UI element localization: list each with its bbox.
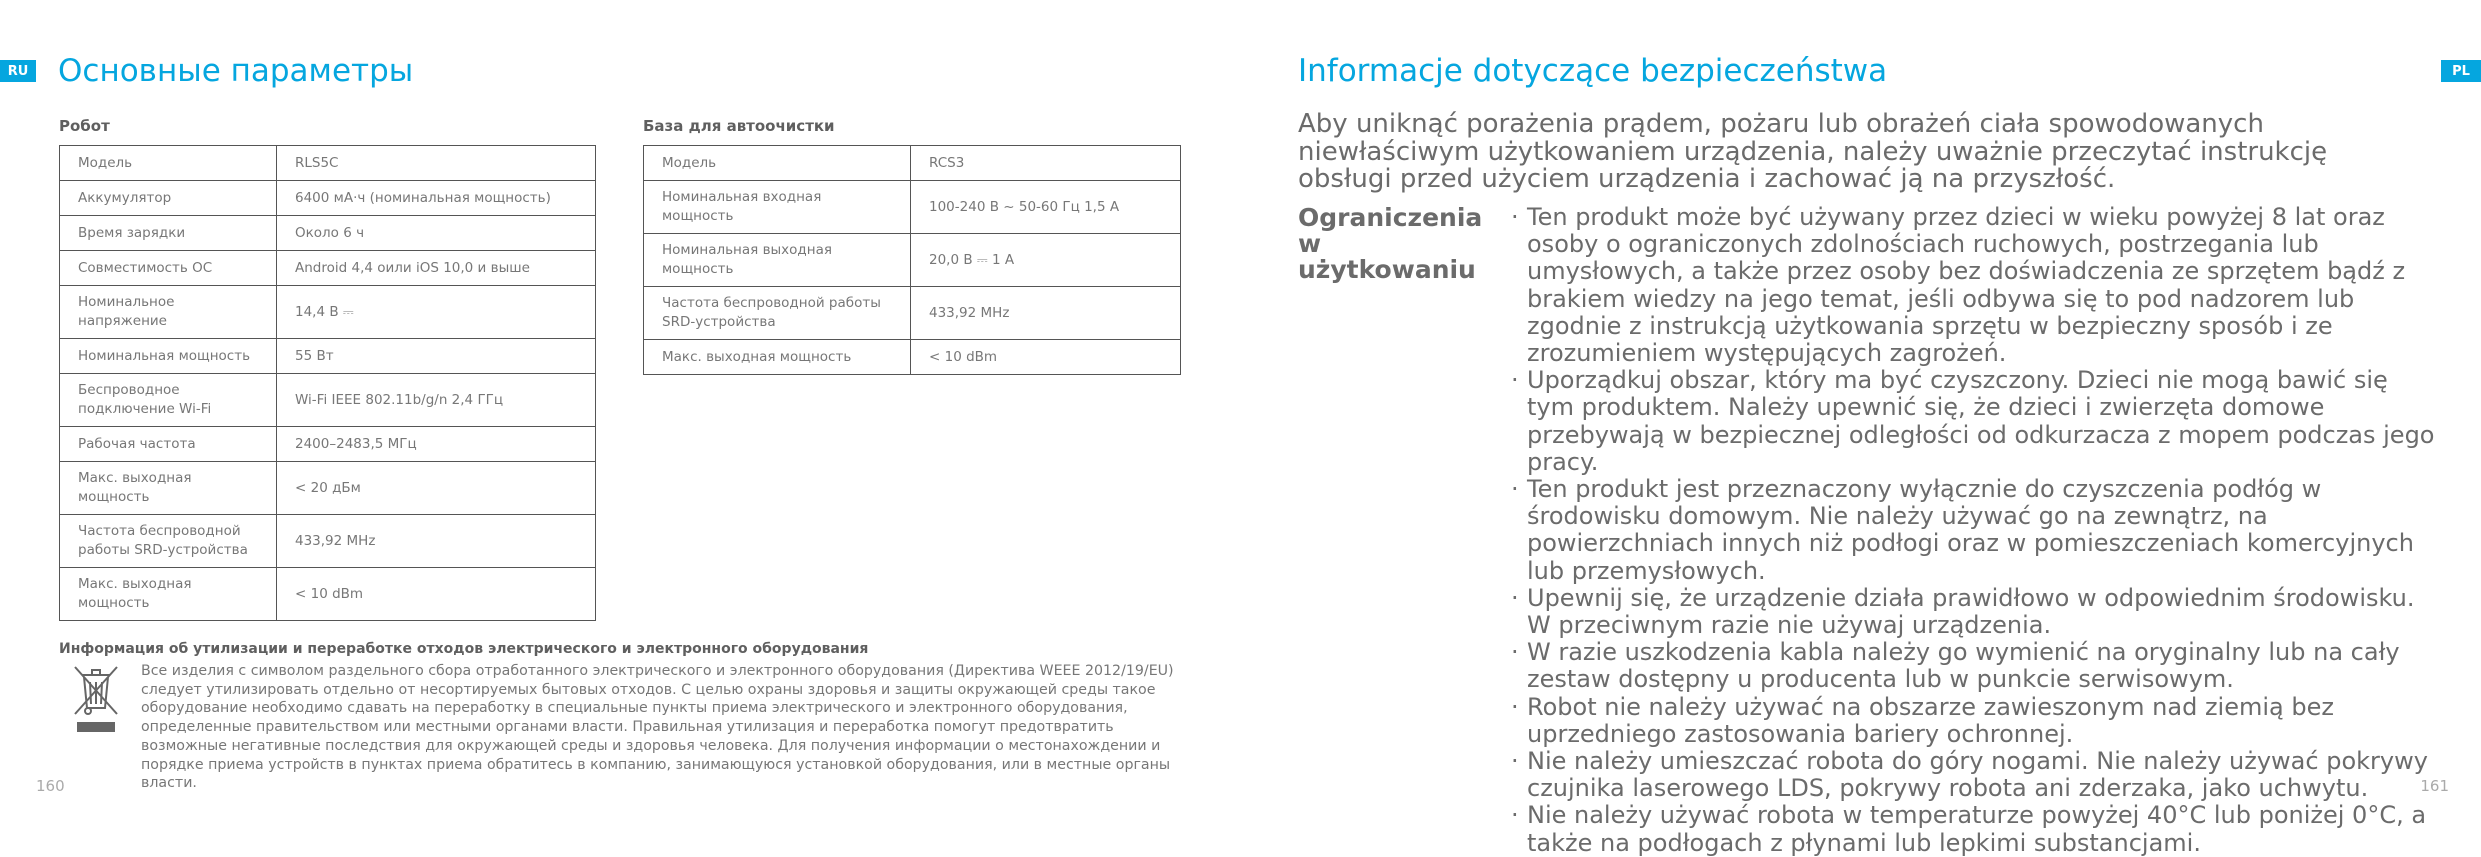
spec-key: Макс. выходная мощность	[60, 462, 277, 515]
language-tab-ru: RU	[0, 60, 36, 82]
robot-section-label: Робот	[59, 117, 110, 135]
spec-value: < 10 dBm	[911, 340, 1181, 375]
page-number-left: 160	[36, 777, 65, 795]
spec-row	[60, 568, 596, 621]
page-title-pl: Informacje dotyczące bezpieczeństwa	[1298, 53, 1888, 89]
spec-row	[60, 181, 596, 216]
language-tab-pl: PL	[2441, 60, 2481, 82]
spec-value: 433,92 MHz	[277, 515, 596, 568]
spec-value: 6400 мА·ч (номинальная мощность)	[277, 181, 596, 216]
spec-key: Частота беспроводной работы SRD-устройства	[60, 515, 277, 568]
spec-row	[60, 216, 596, 251]
safety-rules-list	[1511, 204, 2441, 857]
spec-key: Рабочая частота	[60, 427, 277, 462]
spec-key: Номинальная выходная мощность	[644, 234, 911, 287]
spec-row	[60, 462, 596, 515]
spec-row	[644, 146, 1181, 181]
spec-row	[60, 515, 596, 568]
spec-row	[60, 427, 596, 462]
spec-value: 55 Вт	[277, 339, 596, 374]
spec-value: Wi-Fi IEEE 802.11b/g/n 2,4 ГГц	[277, 374, 596, 427]
spec-value: RLS5C	[277, 146, 596, 181]
spec-key: Время зарядки	[60, 216, 277, 251]
spec-key: Макс. выходная мощность	[644, 340, 911, 375]
bullet-marker: ·	[1511, 638, 1519, 667]
spec-key: Беспроводное подключение Wi-Fi	[60, 374, 277, 427]
safety-rule-item	[1511, 694, 2441, 748]
safety-rule-text: W razie uszkodzenia kabla należy go wymienić na oryginalny lub na cały zestaw dostępny u producenta lub w punkcie serwisowym.	[1527, 638, 2400, 694]
safety-rule-item	[1511, 367, 2441, 476]
bullet-marker: ·	[1511, 583, 1519, 612]
page-number-right: 161	[2420, 777, 2449, 795]
base-spec-table	[643, 145, 1181, 375]
base-section-label: База для автоочистки	[643, 117, 835, 135]
spec-value: 100-240 В ~ 50-60 Гц 1,5 А	[911, 181, 1181, 234]
safety-rule-item	[1511, 639, 2441, 693]
spec-value: Android 4,4 оили iOS 10,0 и выше	[277, 251, 596, 286]
weee-paragraph: Все изделия с символом раздельного сбора отработанного электрического и электронного оборудования (Директива WEEE 2012/19/EU) следует утилизировать отдельно от несортируемых бытовых отходов. С целью охраны здоровья и защиты окружающей среды такое оборудование необходимо сдавать на переработку в специальные пункты приема электрического и электронного оборудования, определенные правительством или местными органами власти. Правильная утилизация и переработка помогут предотвратить возможные негативные последствия для окружающей среды и здоровья человека. Для получения информации о местонахождении и порядке приема устройств в пунктах приема обратитесь в компанию, занимающуюся установкой оборудования, или в местные органы власти.	[141, 663, 1174, 792]
crossed-out-bin-icon	[70, 664, 122, 736]
safety-rule-text: Nie należy używać robota w temperaturze powyżej 40°C lub poniżej 0°C, a także na podłogach z płynami lub lepkimi substancjami.	[1527, 801, 2427, 857]
safety-rule-text: Nie należy umieszczać robota do góry nogami. Nie należy używać pokrywy czujnika laserowego LDS, pokrywy robota ani zderzaka, jako uchwytu.	[1527, 747, 2428, 803]
spec-row	[60, 251, 596, 286]
spec-key: Номинальная входная мощность	[644, 181, 911, 234]
safety-rule-text: Ten produkt może być używany przez dzieci w wieku powyżej 8 lat oraz osoby o ograniczonych zdolnościach ruchowych, postrzegania lub umysłowych, a także przez osoby bez doświadczenia ze sprzętem bądź z brakiem wiedzy na jego temat, jeśli odbywa się to pod nadzorem lub zgodnie z instrukcją użytkowania sprzętu w bezpieczny sposób i ze zrozumieniem występujących zagrożeń.	[1527, 203, 2406, 368]
safety-rule-text: Upewnij się, że urządzenie działa prawidłowo w odpowiednim środowisku. W przeciwnym razie nie używaj urządzenia.	[1527, 583, 2415, 640]
bullet-marker: ·	[1511, 203, 1519, 231]
spec-row	[60, 146, 596, 181]
bullet-marker: ·	[1511, 366, 1519, 395]
spec-row	[60, 286, 596, 339]
safety-rule-text: Uporządkuj obszar, który ma być czyszczony. Dzieci nie mogą bawić się tym produktem. Należy upewnić się, że dzieci i zwierzęta domowe przebywają w bezpiecznej odległości od odkurzacza z mopem podczas jego pracy.	[1527, 366, 2435, 476]
spec-row	[644, 181, 1181, 234]
page-title-ru: Основные параметры	[58, 53, 414, 89]
spec-key: Номинальное напряжение	[60, 286, 277, 339]
spec-row	[60, 374, 596, 427]
spec-value: 20,0 В ⎓ 1 А	[911, 234, 1181, 287]
robot-spec-table	[59, 145, 596, 621]
safety-rule-item	[1511, 802, 2441, 856]
spec-key: Совместимость ОС	[60, 251, 277, 286]
spec-row	[644, 234, 1181, 287]
spec-key: Модель	[644, 146, 911, 181]
spec-key: Аккумулятор	[60, 181, 277, 216]
spec-value: Около 6 ч	[277, 216, 596, 251]
restrictions-heading: Ograniczenia w użytkowaniu	[1298, 203, 1483, 284]
safety-rule-item	[1511, 476, 2441, 585]
weee-title: Информация об утилизации и переработке отходов электрического и электронного оборудования	[59, 641, 869, 657]
safety-rule-text: Robot nie należy używać na obszarze zawieszonym nad ziemią bez uprzedniego zastosowania bariery ochronnej.	[1527, 692, 2334, 748]
spec-value: 14,4 В ⎓	[277, 286, 596, 339]
spec-key: Частота беспроводной работы SRD-устройства	[644, 287, 911, 340]
spec-key: Макс. выходная мощность	[60, 568, 277, 621]
spec-key: Номинальная мощность	[60, 339, 277, 374]
safety-rule-item	[1511, 748, 2441, 802]
spec-value: 433,92 MHz	[911, 287, 1181, 340]
spec-row	[644, 287, 1181, 340]
bullet-marker: ·	[1511, 475, 1519, 504]
safety-rule-text: Ten produkt jest przeznaczony wyłącznie do czyszczenia podłóg w środowisku domowym. Nie należy używać go na zewnątrz, na powierzchniach innych niż podłogi oraz w pomieszczeniach komercyjnych lub przemysłowych.	[1527, 475, 2414, 585]
safety-intro: Aby uniknąć porażenia prądem, pożaru lub obrażeń ciała spowodowanych niewłaściwym użytkowaniem urządzenia, należy uważnie przeczytać instrukcję obsługi przed użyciem urządzenia i zachować ją na przyszłość.	[1298, 109, 2328, 194]
bullet-marker: ·	[1511, 801, 1519, 830]
spec-value: RCS3	[911, 146, 1181, 181]
bullet-marker: ·	[1511, 692, 1519, 721]
safety-rule-item	[1511, 585, 2441, 639]
spec-row	[644, 340, 1181, 375]
spec-row	[60, 339, 596, 374]
spec-value: 2400–2483,5 МГц	[277, 427, 596, 462]
spec-value: < 10 dBm	[277, 568, 596, 621]
spec-key: Модель	[60, 146, 277, 181]
safety-rule-item	[1511, 204, 2441, 367]
bullet-marker: ·	[1511, 747, 1519, 776]
spec-value: < 20 дБм	[277, 462, 596, 515]
